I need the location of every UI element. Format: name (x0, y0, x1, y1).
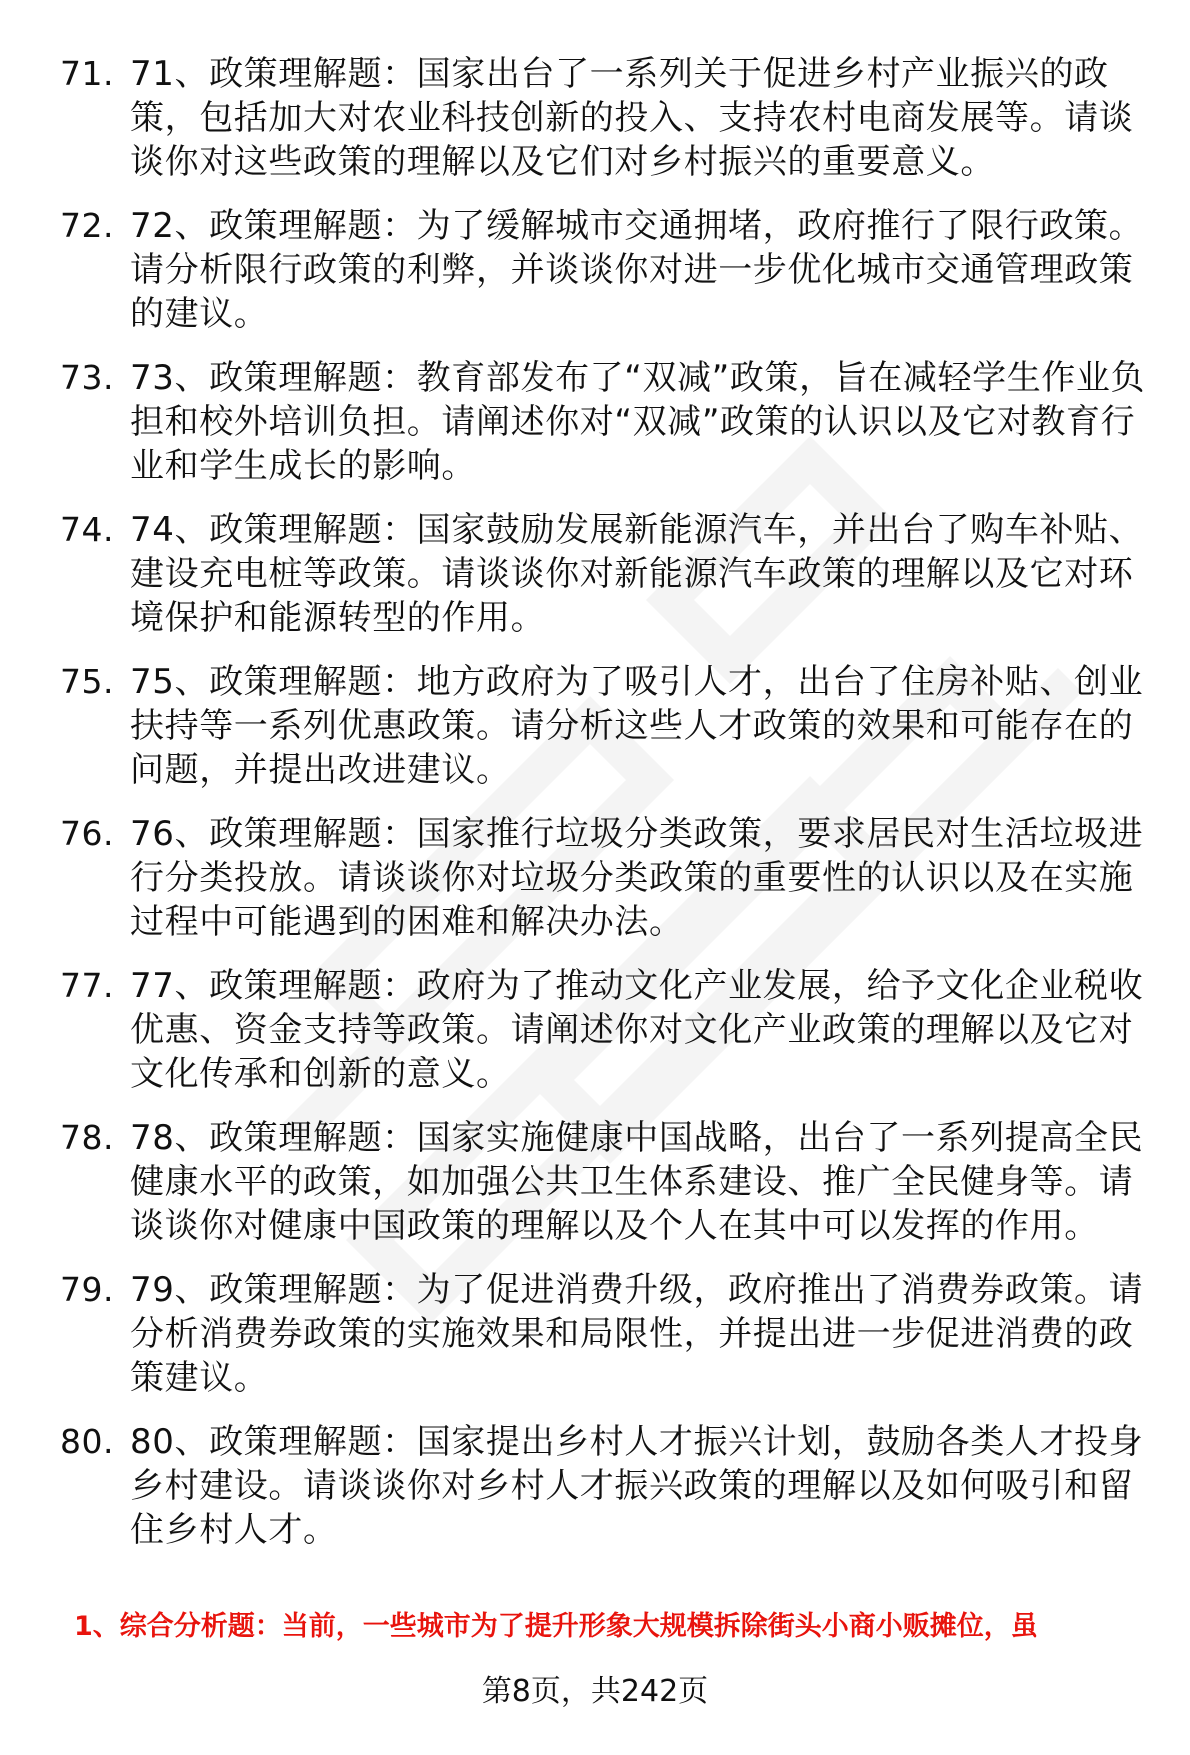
question-number: 76. (60, 814, 114, 853)
question-list (60, 52, 1150, 1572)
question-item (60, 964, 1150, 1096)
question-number: 79. (60, 1270, 114, 1309)
question-text: 76、政策理解题：国家推行垃圾分类政策，要求居民对生活垃圾进行分类投放。请谈谈你对垃圾分类政策的重要性的认识以及在实施过程中可能遇到的困难和解决办法。 (130, 814, 1144, 942)
question-item (60, 204, 1150, 336)
question-number: 75. (60, 662, 114, 701)
question-text: 73、政策理解题：教育部发布了“双减”政策，旨在减轻学生作业负担和校外培训负担。请阐述你对“双减”政策的认识以及它对教育行业和学生成长的影响。 (130, 358, 1146, 486)
question-number: 77. (60, 966, 114, 1005)
question-item (60, 356, 1150, 488)
question-item (60, 812, 1150, 944)
question-item (60, 660, 1150, 792)
question-number: 80. (60, 1422, 114, 1461)
question-number: 78. (60, 1118, 114, 1157)
question-text: 74、政策理解题：国家鼓励发展新能源汽车，并出台了购车补贴、建设充电桩等政策。请谈谈你对新能源汽车政策的理解以及它对环境保护和能源转型的作用。 (130, 510, 1144, 638)
question-text: 77、政策理解题：政府为了推动文化产业发展，给予文化企业税收优惠、资金支持等政策。请阐述你对文化产业政策的理解以及它对文化传承和创新的意义。 (130, 966, 1144, 1094)
question-text: 78、政策理解题：国家实施健康中国战略，出台了一系列提高全民健康水平的政策，如加强公共卫生体系建设、推广全民健身等。请谈谈你对健康中国政策的理解以及个人在其中可以发挥的作用。 (130, 1118, 1144, 1246)
question-item (60, 52, 1150, 184)
page-number-footer: 第8页，共242页 (481, 1674, 709, 1709)
question-text: 79、政策理解题：为了促进消费升级，政府推出了消费券政策。请分析消费券政策的实施效果和局限性，并提出进一步促进消费的政策建议。 (130, 1270, 1144, 1398)
question-item (60, 1116, 1150, 1248)
question-text: 71、政策理解题：国家出台了一系列关于促进乡村产业振兴的政策，包括加大对农业科技创新的投入、支持农村电商发展等。请谈谈你对这些政策的理解以及它们对乡村振兴的重要意义。 (130, 54, 1134, 182)
question-item (60, 508, 1150, 640)
question-number: 72. (60, 206, 114, 245)
question-text: 80、政策理解题：国家提出乡村人才振兴计划，鼓励各类人才投身乡村建设。请谈谈你对乡村人才振兴政策的理解以及如何吸引和留住乡村人才。 (130, 1422, 1144, 1550)
question-text: 75、政策理解题：地方政府为了吸引人才，出台了住房补贴、创业扶持等一系列优惠政策。请分析这些人才政策的效果和可能存在的问题，并提出改进建议。 (130, 662, 1144, 790)
question-number: 73. (60, 358, 114, 397)
question-item (60, 1420, 1150, 1552)
question-text: 72、政策理解题：为了缓解城市交通拥堵，政府推行了限行政策。请分析限行政策的利弊，并谈谈你对进一步优化城市交通管理政策的建议。 (130, 206, 1144, 334)
question-number: 71. (60, 54, 114, 93)
question-number: 74. (60, 510, 114, 549)
question-item (60, 1268, 1150, 1400)
section-heading: 1、综合分析题：当前，一些城市为了提升形象大规模拆除街头小商小贩摊位，虽 (74, 1611, 1038, 1642)
